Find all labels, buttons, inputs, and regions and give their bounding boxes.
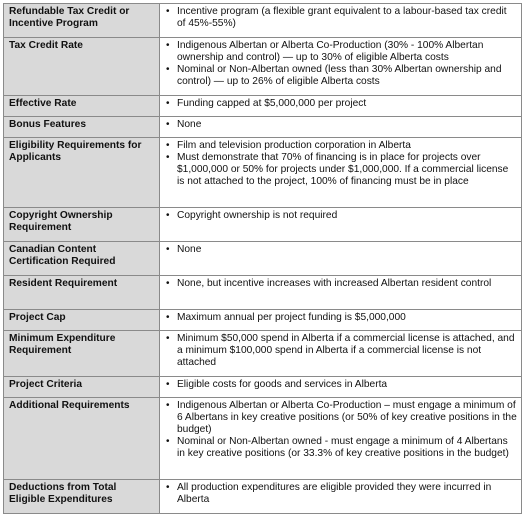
row-label: Bonus Features [4,117,160,138]
row-value [160,4,522,38]
list-item: • Copyright ownership is not required [166,210,338,221]
list-item: • None [166,119,202,130]
row-label: Minimum Expenditure Requirement [4,331,160,377]
bullet-icon: • [166,379,170,390]
list-item: • All production expenditures are eligible provided they were incurred in Alberta [166,482,492,505]
row-label: Copyright Ownership Requirement [4,208,160,242]
row-value [160,377,522,398]
row-label: Project Cap [4,310,160,331]
row-label: Eligibility Requirements for Applicants [4,138,160,208]
row-label: Canadian Content Certification Required [4,242,160,276]
row-value [160,480,522,514]
row-value [160,276,522,310]
row-label: Effective Rate [4,96,160,117]
row-label: Additional Requirements [4,398,160,480]
list-item: • Film and television production corporation in Alberta [166,140,411,151]
table-row [4,377,522,398]
table-row [4,331,522,377]
list-item: • Eligible costs for goods and services in Alberta [166,379,388,390]
table-body [4,4,522,514]
table-row [4,242,522,276]
bullet-icon: • [166,119,170,130]
bullet-icon: • [166,210,170,221]
bullet-icon: • [166,333,170,344]
list-item: • Maximum annual per project funding is $5,000,000 [166,312,406,323]
list-item: • Nominal or Non-Albertan owned (less than 30% Albertan ownership and control) — up to 26% of eligible Alberta costs [166,64,502,87]
row-label: Resident Requirement [4,276,160,310]
row-value [160,117,522,138]
list-item: • Incentive program (a flexible grant equivalent to a labour-based tax credit of 45%-55%) [166,6,507,29]
bullet-icon: • [166,278,170,289]
list-item: • None [166,244,202,255]
table-row [4,208,522,242]
row-value [160,242,522,276]
row-value [160,331,522,377]
list-item: • Must demonstrate that 70% of financing is in place for projects over $1,000,000 or 50% for projects under $1,000,000. If a commercial license is not attached to the project, 100% of financing must be in place [166,152,509,187]
list-item: • Indigenous Albertan or Alberta Co-Production – must engage a minimum of 6 Albertans in key creative positions (or 50% of key creative positions in the budget) [166,400,517,435]
bullet-icon: • [166,6,170,17]
row-value [160,310,522,331]
table-row [4,398,522,480]
bullet-icon: • [166,40,170,51]
row-value [160,96,522,117]
bullet-icon: • [166,312,170,323]
list-item: • Funding capped at $5,000,000 per project [166,98,367,109]
tax-credit-table [3,3,522,514]
bullet-icon: • [166,140,170,151]
row-value [160,138,522,208]
table-row [4,310,522,331]
bullet-icon: • [166,64,170,75]
table-row [4,96,522,117]
row-value [160,38,522,96]
row-label: Deductions from Total Eligible Expenditures [4,480,160,514]
table-row [4,480,522,514]
bullet-icon: • [166,436,170,447]
table-row [4,276,522,310]
row-label: Project Criteria [4,377,160,398]
row-label: Tax Credit Rate [4,38,160,96]
bullet-icon: • [166,98,170,109]
table-row [4,138,522,208]
table-row [4,38,522,96]
table-row [4,4,522,38]
list-item: • Indigenous Albertan or Alberta Co-Production (30% - 100% Albertan ownership and control) — up to 30% of eligible Alberta costs [166,40,484,63]
bullet-icon: • [166,152,170,163]
table-row [4,117,522,138]
bullet-icon: • [166,482,170,493]
bullet-icon: • [166,400,170,411]
list-item: • Minimum $50,000 spend in Alberta if a commercial license is attached, and a minimum $100,000 spend in Alberta if a commercial license is not attached [166,333,515,368]
row-value [160,208,522,242]
bullet-icon: • [166,244,170,255]
row-value [160,398,522,480]
list-item: • Nominal or Non-Albertan owned - must engage a minimum of 4 Albertans in key creative positions (or 33.3% of key creative positions in the budget) [166,436,509,459]
row-label: Refundable Tax Credit or Incentive Program [4,4,160,38]
list-item: • None, but incentive increases with increased Albertan resident control [166,278,492,289]
